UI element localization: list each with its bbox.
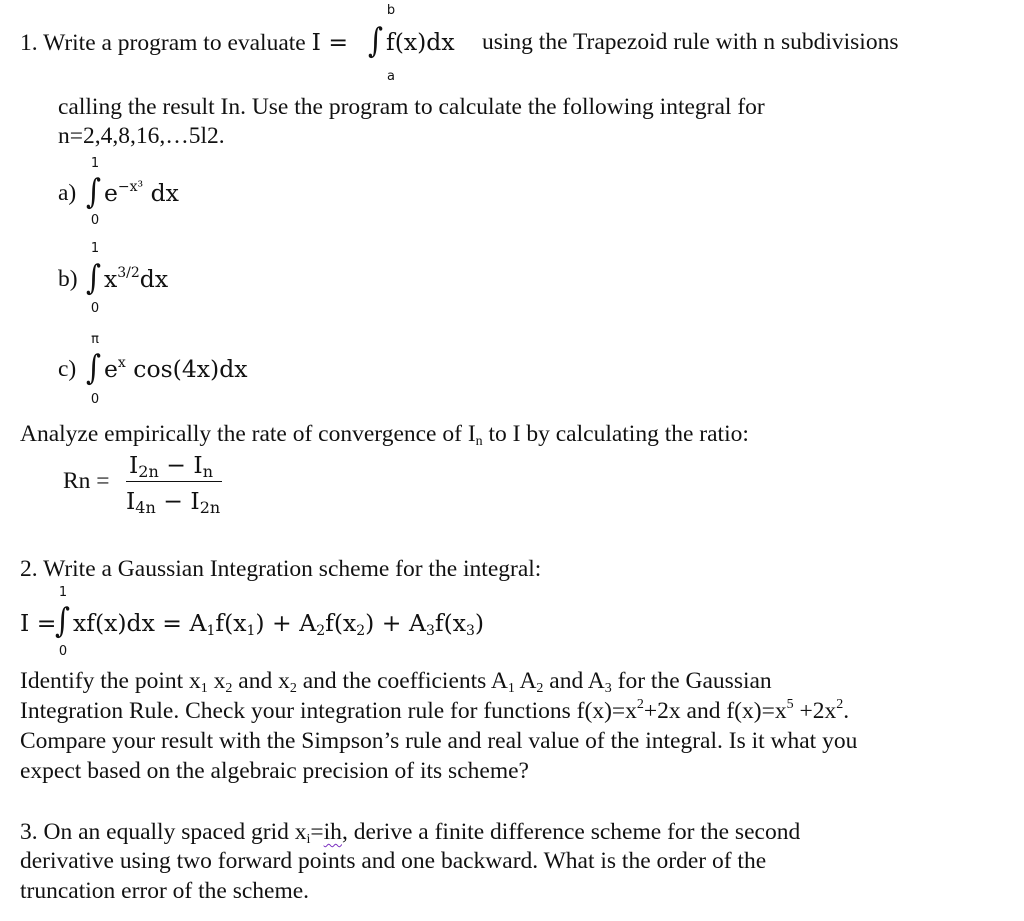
ratio-den-a: I [126,487,136,515]
q2-f-x3: f(x [434,609,466,637]
q2-p1-b: and the coefficients A [296,668,508,694]
q2-p1-c: for the Gaussian [611,668,772,694]
q1-lead-text: 1. Write a program to evaluate [20,30,312,56]
q1-integrand: f(x)dx [386,28,455,56]
part-c-rest: cos(4x)dx [125,355,248,383]
part-a-integrand [104,179,179,207]
q2-A1-sub: 1 [206,623,216,639]
q2-p2-d: . [843,698,850,724]
part-b-upper-limit: 1 [90,241,100,256]
q3-l1-ih: ih [323,819,342,845]
integral-lower-limit: a [387,69,395,84]
part-a-exponent: −x³ [117,179,144,195]
ratio-den-minus: − [155,487,191,515]
q2-eq-lhs: I = [20,609,57,637]
q3-l1-eq: = [310,819,324,845]
part-b-exponent: 3/2 [117,265,140,281]
part-a-integral-sign: ∫ [86,172,102,212]
q2-p2-c: +2x [793,698,837,724]
part-a-lower-limit: 0 [90,213,100,228]
q2-x3-sub: 3 [466,623,475,639]
q2-integral-sign: ∫ [55,601,71,641]
part-b-rest: dx [139,265,169,293]
q2-p1-A2-sub: 2 [536,681,544,696]
q2-plus-A3: ) + A [365,609,426,637]
part-a-rest: dx [143,179,179,207]
q2-x1-sub: 1 [246,623,256,639]
part-b-label: b) [58,266,78,292]
ratio-den-b: I [190,487,200,515]
q1-line-1 [20,28,348,57]
ratio-fraction-bar [126,481,222,482]
ratio-num-b: I [193,451,203,479]
part-c-integrand [104,355,248,383]
part-b-base: x [104,265,118,293]
q2-plus-A2: ) + A [255,609,317,637]
part-c-integral-sign: ∫ [86,348,102,388]
q2-f-x1: f(x [215,609,247,637]
q1-line-2: calling the result In. Use the program to calculate the following integral for [58,94,765,120]
q2-p2-b: +2x and f(x)=x [643,698,787,724]
analyze-text [20,420,749,448]
ratio-num-a: I [129,451,139,479]
q2-A3-sub: 3 [425,623,435,639]
ratio-num-minus: − [158,451,194,479]
q2-x2-sub: 2 [356,623,366,639]
q2-para-line-3: Compare your result with the Simpson’s rule and real value of the integral. Is it what you [20,728,858,754]
q2-p1-x2b-sub: 2 [289,681,297,696]
ratio-num-a-sub: 2n [138,462,159,481]
part-a-base: e [104,179,118,207]
ratio-numerator [129,451,213,479]
analyze-lead: Analyze empirically the rate of convergence of [20,421,468,447]
q2-p2-exp-2: 5 [786,697,794,712]
ratio-denominator [126,487,220,515]
q3-l1-c: , derive a finite difference scheme for the second [341,819,801,845]
q2-p1-A1-sub: 1 [507,681,515,696]
q2-p2-a: Integration Rule. Check your integration rule for functions f(x)=x [20,698,637,724]
q2-p2-exp-3: 2 [836,697,844,712]
part-c-lower-limit: 0 [90,392,100,407]
q2-p1-and-A: and A [543,668,605,694]
q3-l1-sub: i [306,832,311,847]
q2-p1-x2-sub: 2 [225,681,233,696]
analyze-tail: to I by calculating the ratio: [482,421,749,447]
analyze-I-sub: n [475,434,483,449]
part-c-label: c) [58,356,77,382]
part-c-exponent: x [117,355,126,371]
q2-para-line-2 [20,697,849,725]
q1-line-3: n=2,4,8,16,…5l2. [58,123,225,149]
integral-upper-limit: b [386,3,396,18]
q1-tail-text: using the Trapezoid rule with n subdivisions [482,29,899,55]
q3-l1-a: 3. On an equally spaced grid x [20,819,307,845]
part-b-lower-limit: 0 [90,301,100,316]
q2-eq-part-1: xf(x)dx = A [73,609,207,637]
q2-p1-A2: A [514,668,537,694]
ratio-num-b-sub: n [202,462,214,481]
q2-p2-exp-1: 2 [636,697,644,712]
q3-line-2: derivative using two forward points and one backward. What is the order of the [20,848,767,874]
q2-para-line-4: expect based on the algebraic precision of its scheme? [20,758,529,784]
ratio-den-a-sub: 4n [135,498,156,517]
q2-integral-upper-limit: 1 [58,585,68,600]
part-a-label: a) [58,180,77,206]
q2-p1-x1-sub: 1 [200,681,208,696]
part-c-upper-limit: π [91,332,99,347]
q3-line-1 [20,818,800,846]
q1-I-equals: I = [311,28,349,56]
q2-integral-lower-limit: 0 [58,644,68,659]
part-b-integrand [104,265,168,293]
part-b-integral-sign: ∫ [86,258,102,298]
q2-para-line-1 [20,667,772,695]
q2-A2-sub: 2 [316,623,326,639]
analyze-I: I [467,421,476,447]
q2-p1-and-x: and x [232,668,290,694]
q2-heading: 2. Write a Gaussian Integration scheme for the integral: [20,556,542,582]
integral-sign: ∫ [368,21,384,61]
part-a-upper-limit: 1 [90,156,100,171]
q3-line-3: truncation error of the scheme. [20,878,310,904]
q2-p1-x2: x [207,668,226,694]
q2-f-x2: f(x [325,609,357,637]
ratio-den-b-sub: 2n [199,498,221,517]
q2-p1-A3-sub: 3 [604,681,612,696]
q2-eq-rhs [73,609,484,637]
part-c-base: e [104,355,118,383]
ratio-lhs: Rn = [63,468,110,494]
q2-close-paren: ) [474,609,485,637]
q2-p1-a: Identify the point x [20,668,201,694]
